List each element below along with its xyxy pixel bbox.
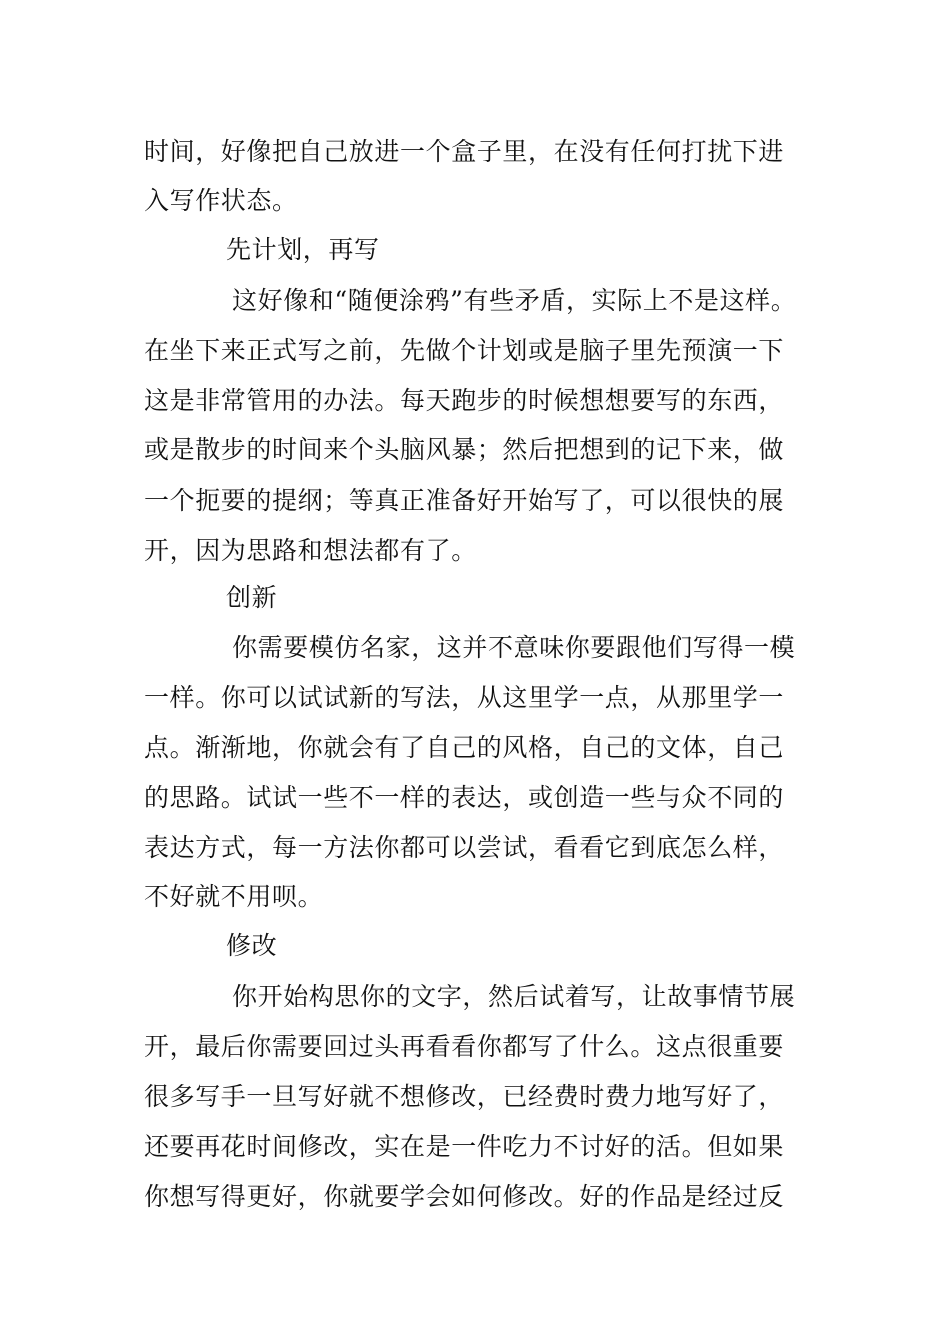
body-text-line: 表达方式，每一方法你都可以尝试，看看它到底怎么样， [144,833,785,862]
body-text-line: 很多写手一旦写好就不想修改，已经费时费力地写好了， [144,1082,785,1111]
section-heading-revision: 修改 [226,931,278,960]
body-text-line: 一个扼要的提纲；等真正准备好开始写了，可以很快的展 [144,486,785,515]
paragraph-first-line: 你需要模仿名家，这并不意味你要跟他们写得一模 [232,633,796,662]
body-text-line: 开，因为思路和想法都有了。 [144,536,477,565]
body-text-line: 在坐下来正式写之前，先做个计划或是脑子里先预演一下 [144,336,785,365]
section-heading-innovation: 创新 [226,583,278,612]
body-text-line: 或是散步的时间来个头脑风暴；然后把想到的记下来，做 [144,435,785,464]
body-text-line: 一样。你可以试试新的写法，从这里学一点，从那里学一 [144,683,785,712]
body-text-line: 点。渐渐地，你就会有了自己的风格，自己的文体，自己 [144,733,785,762]
body-text-line: 开，最后你需要回过头再看看你都写了什么。这点很重要 [144,1032,785,1061]
paragraph-first-line: 你开始构思你的文字，然后试着写，让故事情节展 [232,982,796,1011]
body-text-line: 不好就不用呗。 [144,882,324,911]
body-text-line: 时间，好像把自己放进一个盒子里，在没有任何打扰下进 [144,137,785,166]
body-text-line: 入写作状态。 [144,186,298,215]
body-text-line: 还要再花时间修改，实在是一件吃力不讨好的活。但如果 [144,1132,785,1161]
paragraph-first-line: 这好像和“随便涂鸦”有些矛盾，实际上不是这样。 [232,286,797,315]
body-text-line: 你想写得更好，你就要学会如何修改。好的作品是经过反 [144,1182,785,1211]
body-text-line: 的思路。试试一些不一样的表达，或创造一些与众不同的 [144,783,785,812]
body-text-line: 这是非常管用的办法。每天跑步的时候想想要写的东西， [144,386,785,415]
section-heading-plan: 先计划，再写 [226,235,380,264]
